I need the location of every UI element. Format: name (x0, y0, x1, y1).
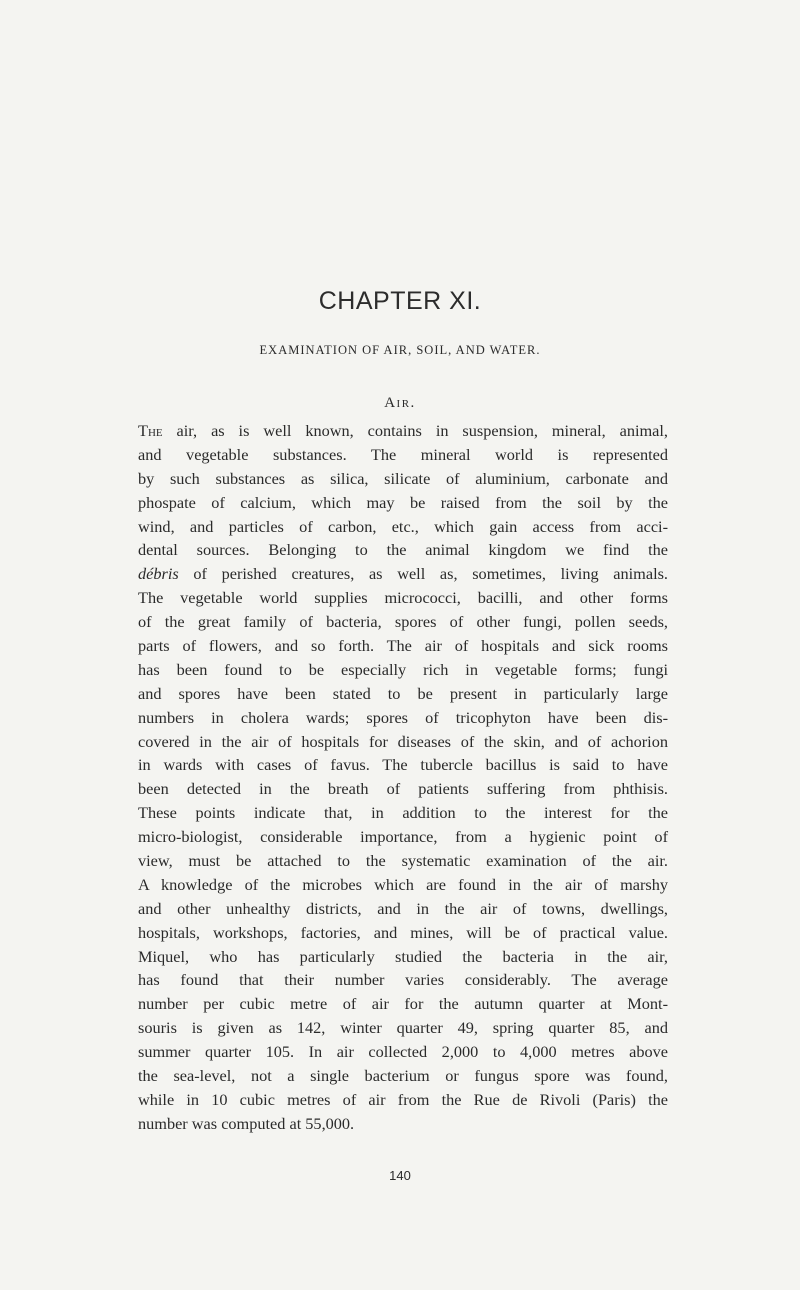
text-line: The vegetable world supplies micrococci, bacilli, and other forms (138, 588, 668, 608)
text-line: while in 10 cubic metres of air from the Rue de Rivoli (Paris) the (138, 1089, 668, 1109)
text-line: hospitals, workshops, factories, and mines, will be of practical value. (138, 922, 668, 942)
text-line: numbers in cholera wards; spores of tricophyton have been dis- (138, 707, 668, 727)
text-line: number was computed at 55,000. (138, 1113, 355, 1133)
text-line: and vegetable substances. The mineral world is represented (138, 444, 668, 464)
text-line: Miquel, who has particularly studied the bacteria in the air, (138, 946, 668, 966)
text-line: The air, as is well known, contains in suspension, mineral, animal, (138, 421, 668, 440)
text-line: by such substances as silica, silicate of aluminium, carbonate and (138, 468, 668, 488)
text-line: has found that their number varies considerably. The average (138, 970, 668, 990)
text-line: and other unhealthy districts, and in the air of towns, dwellings, (138, 898, 668, 918)
text-line: micro-biologist, considerable importance, from a hygienic point of (138, 827, 668, 847)
chapter-title: CHAPTER XI. (318, 287, 482, 315)
text-line: the sea-level, not a single bacterium or fungus spore was found, (138, 1066, 668, 1086)
text-line: dental sources. Belonging to the animal kingdom we find the (138, 540, 668, 560)
text-line: These points indicate that, in addition to the interest for the (138, 803, 668, 823)
text-line: and spores have been stated to be present in particularly large (138, 683, 668, 703)
text-line: been detected in the breath of patients suffering from phthisis. (138, 779, 668, 799)
chapter-subtitle: EXAMINATION OF AIR, SOIL, AND WATER. (259, 343, 541, 357)
text-line: view, must be attached to the systematic examination of the air. (138, 851, 668, 871)
text-line: parts of flowers, and so forth. The air of hospitals and sick rooms (138, 636, 668, 656)
text-line: of the great family of bacteria, spores of other fungi, pollen seeds, (138, 612, 668, 632)
text-line: A knowledge of the microbes which are found in the air of marshy (138, 874, 668, 894)
text-line: number per cubic metre of air for the autumn quarter at Mont- (138, 994, 668, 1014)
page-number: 140 (389, 1168, 411, 1183)
text-line: wind, and particles of carbon, etc., which gain access from acci- (138, 516, 668, 536)
text-line: in wards with cases of favus. The tubercle bacillus is said to have (138, 755, 668, 775)
text-line: summer quarter 105. In air collected 2,000 to 4,000 metres above (138, 1042, 668, 1062)
body-paragraph (138, 419, 668, 1136)
text-line: phospate of calcium, which may be raised from the soil by the (138, 492, 668, 512)
text-line: débris of perished creatures, as well as, sometimes, living animals. (138, 564, 668, 584)
section-heading: Air. (384, 395, 416, 411)
text-line: covered in the air of hospitals for diseases of the skin, and of achorion (138, 731, 668, 751)
text-line: souris is given as 142, winter quarter 49, spring quarter 85, and (138, 1018, 668, 1038)
text-line: has been found to be especially rich in vegetable forms; fungi (138, 659, 668, 679)
